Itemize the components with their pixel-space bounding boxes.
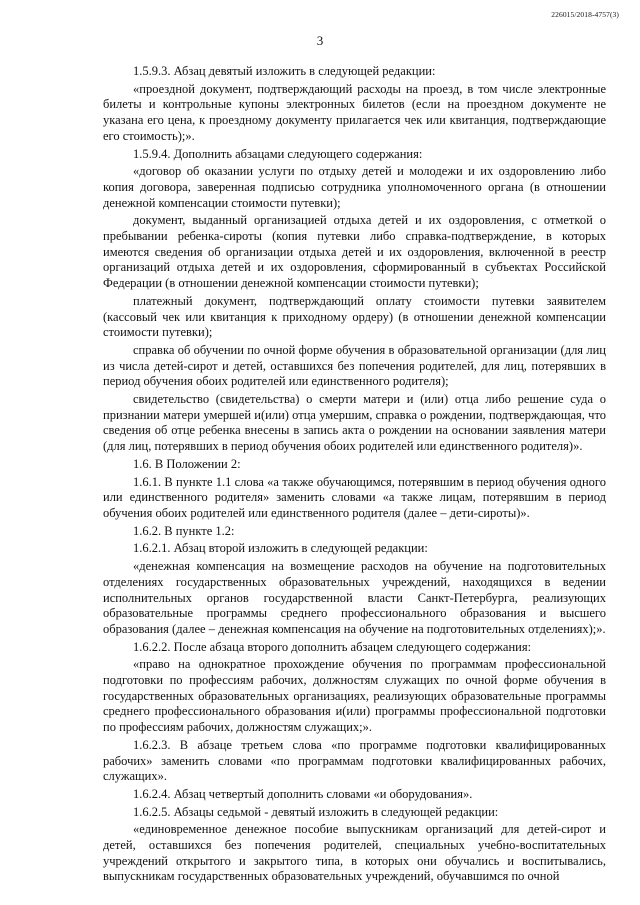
paragraph: «единовременное денежное пособие выпускникам организаций для детей-сирот и детей, оставшихся без попечения родителей, специальных учебно-воспитательных учреждений открытого и закрытого типа, в которых они обучались и воспитывались, выпускникам государственных образовательных учреждений, обучавшимся по очной [103,822,606,884]
paragraph: документ, выданный организацией отдыха детей и их оздоровления, с отметкой о пребывании ребенка-сироты (копия путевки либо справка-подтверждение, в которых имеются сведения об организации отдыха детей и их оздоровления, включенной в реестр организаций отдыха детей и их оздоровления, сформированный в субъектах Российской Федерации (в отношении денежной компенсации стоимости путевки); [103,213,606,291]
paragraph: 1.5.9.4. Дополнить абзацами следующего содержания: [133,146,423,161]
paragraph: 1.6.1. В пункте 1.1 слова «а также обучающимся, потерявшим в период обучения одного или единственного родителя» заменить словами «а также лицам, потерявшим в период обучения обоих родителей или единственного родителя (далее – дети-сироты)». [103,474,606,520]
paragraph: «право на однократное прохождение обучения по программам профессиональной подготовки по профессиям рабочих, должностям служащих по очной форме обучения в государственных образовательных организациях, реализующих образовательные программы среднего профессионального образования и(или) программы профессиональной подготовки по профессиям рабочих, должностям служащих;». [103,657,606,735]
paragraph: 1.6.2. В пункте 1.2: [133,523,235,538]
paragraph: 1.5.9.3. Абзац девятый изложить в следующей редакции: [133,64,436,78]
document-id: 226015/2018-4757(3) [551,10,619,19]
page-number: 3 [316,33,324,48]
paragraph: 1.6.2.3. В абзаце третьем слова «по программе подготовки квалифицированных рабочих» заменить словами «по программам подготовки квалифицированных рабочих, служащих». [103,737,606,784]
paragraph: 1.6.2.4. Абзац четвертый дополнить словами «и оборудования». [133,786,473,801]
paragraph: 1.6.2.5. Абзацы седьмой - девятый изложить в следующей редакции: [133,804,499,819]
paragraph: 1.6.2.1. Абзац второй изложить в следующей редакции: [133,541,428,556]
paragraph: «денежная компенсация на возмещение расходов на обучение на подготовительных отделениях государственных образовательных учреждений, находящихся в ведении исполнительных органов государственной власти Санкт-Петербурга, реализующих образовательные программы среднего профессионального образования и высшего образования (далее – денежная компенсация на обучение на подготовительных отделениях);». [103,559,606,636]
paragraph: 1.6. В Положении 2: [133,456,241,471]
paragraph: свидетельство (свидетельства) о смерти матери и (или) отца либо решение суда о признании матери умершей и(или) отца умершим, справка о рождении, подтверждающая, что сведения об отце ребенка внесены в запись акта о рождении на основании заявления матери (для лиц, потерявших в период обучения обоих родителей или единственного родителя)». [103,392,606,454]
paragraph: справка об обучении по очной форме обучения в образовательной организации (для лиц из числа детей-сирот и детей, оставшихся без попечения родителей, для лиц, потерявших в период обучения обоих родителей или единственного родителя); [103,342,606,389]
paragraph: «договор об оказании услуги по отдыху детей и молодежи и их оздоровлению либо копия договора, заверенная подписью сотрудника уполномоченного органа (в отношении денежной компенсации стоимости путевки); [103,164,606,210]
paragraph: «проездной документ, подтверждающий расходы на проезд, в том числе электронные билеты и контрольные купоны электронных билетов (если на проездном документе не указана его цена, к проездному документу прилагается чек или квитанция, подтверждающие его стоимость);». [103,81,606,143]
paragraph: платежный документ, подтверждающий оплату стоимости путевки заявителем (кассовый чек или квитанция к приходному ордеру) (в отношении денежной компенсации стоимости путевки); [103,293,606,340]
paragraph: 1.6.2.2. После абзаца второго дополнить абзацем следующего содержания: [133,639,532,654]
document-body [103,64,606,887]
